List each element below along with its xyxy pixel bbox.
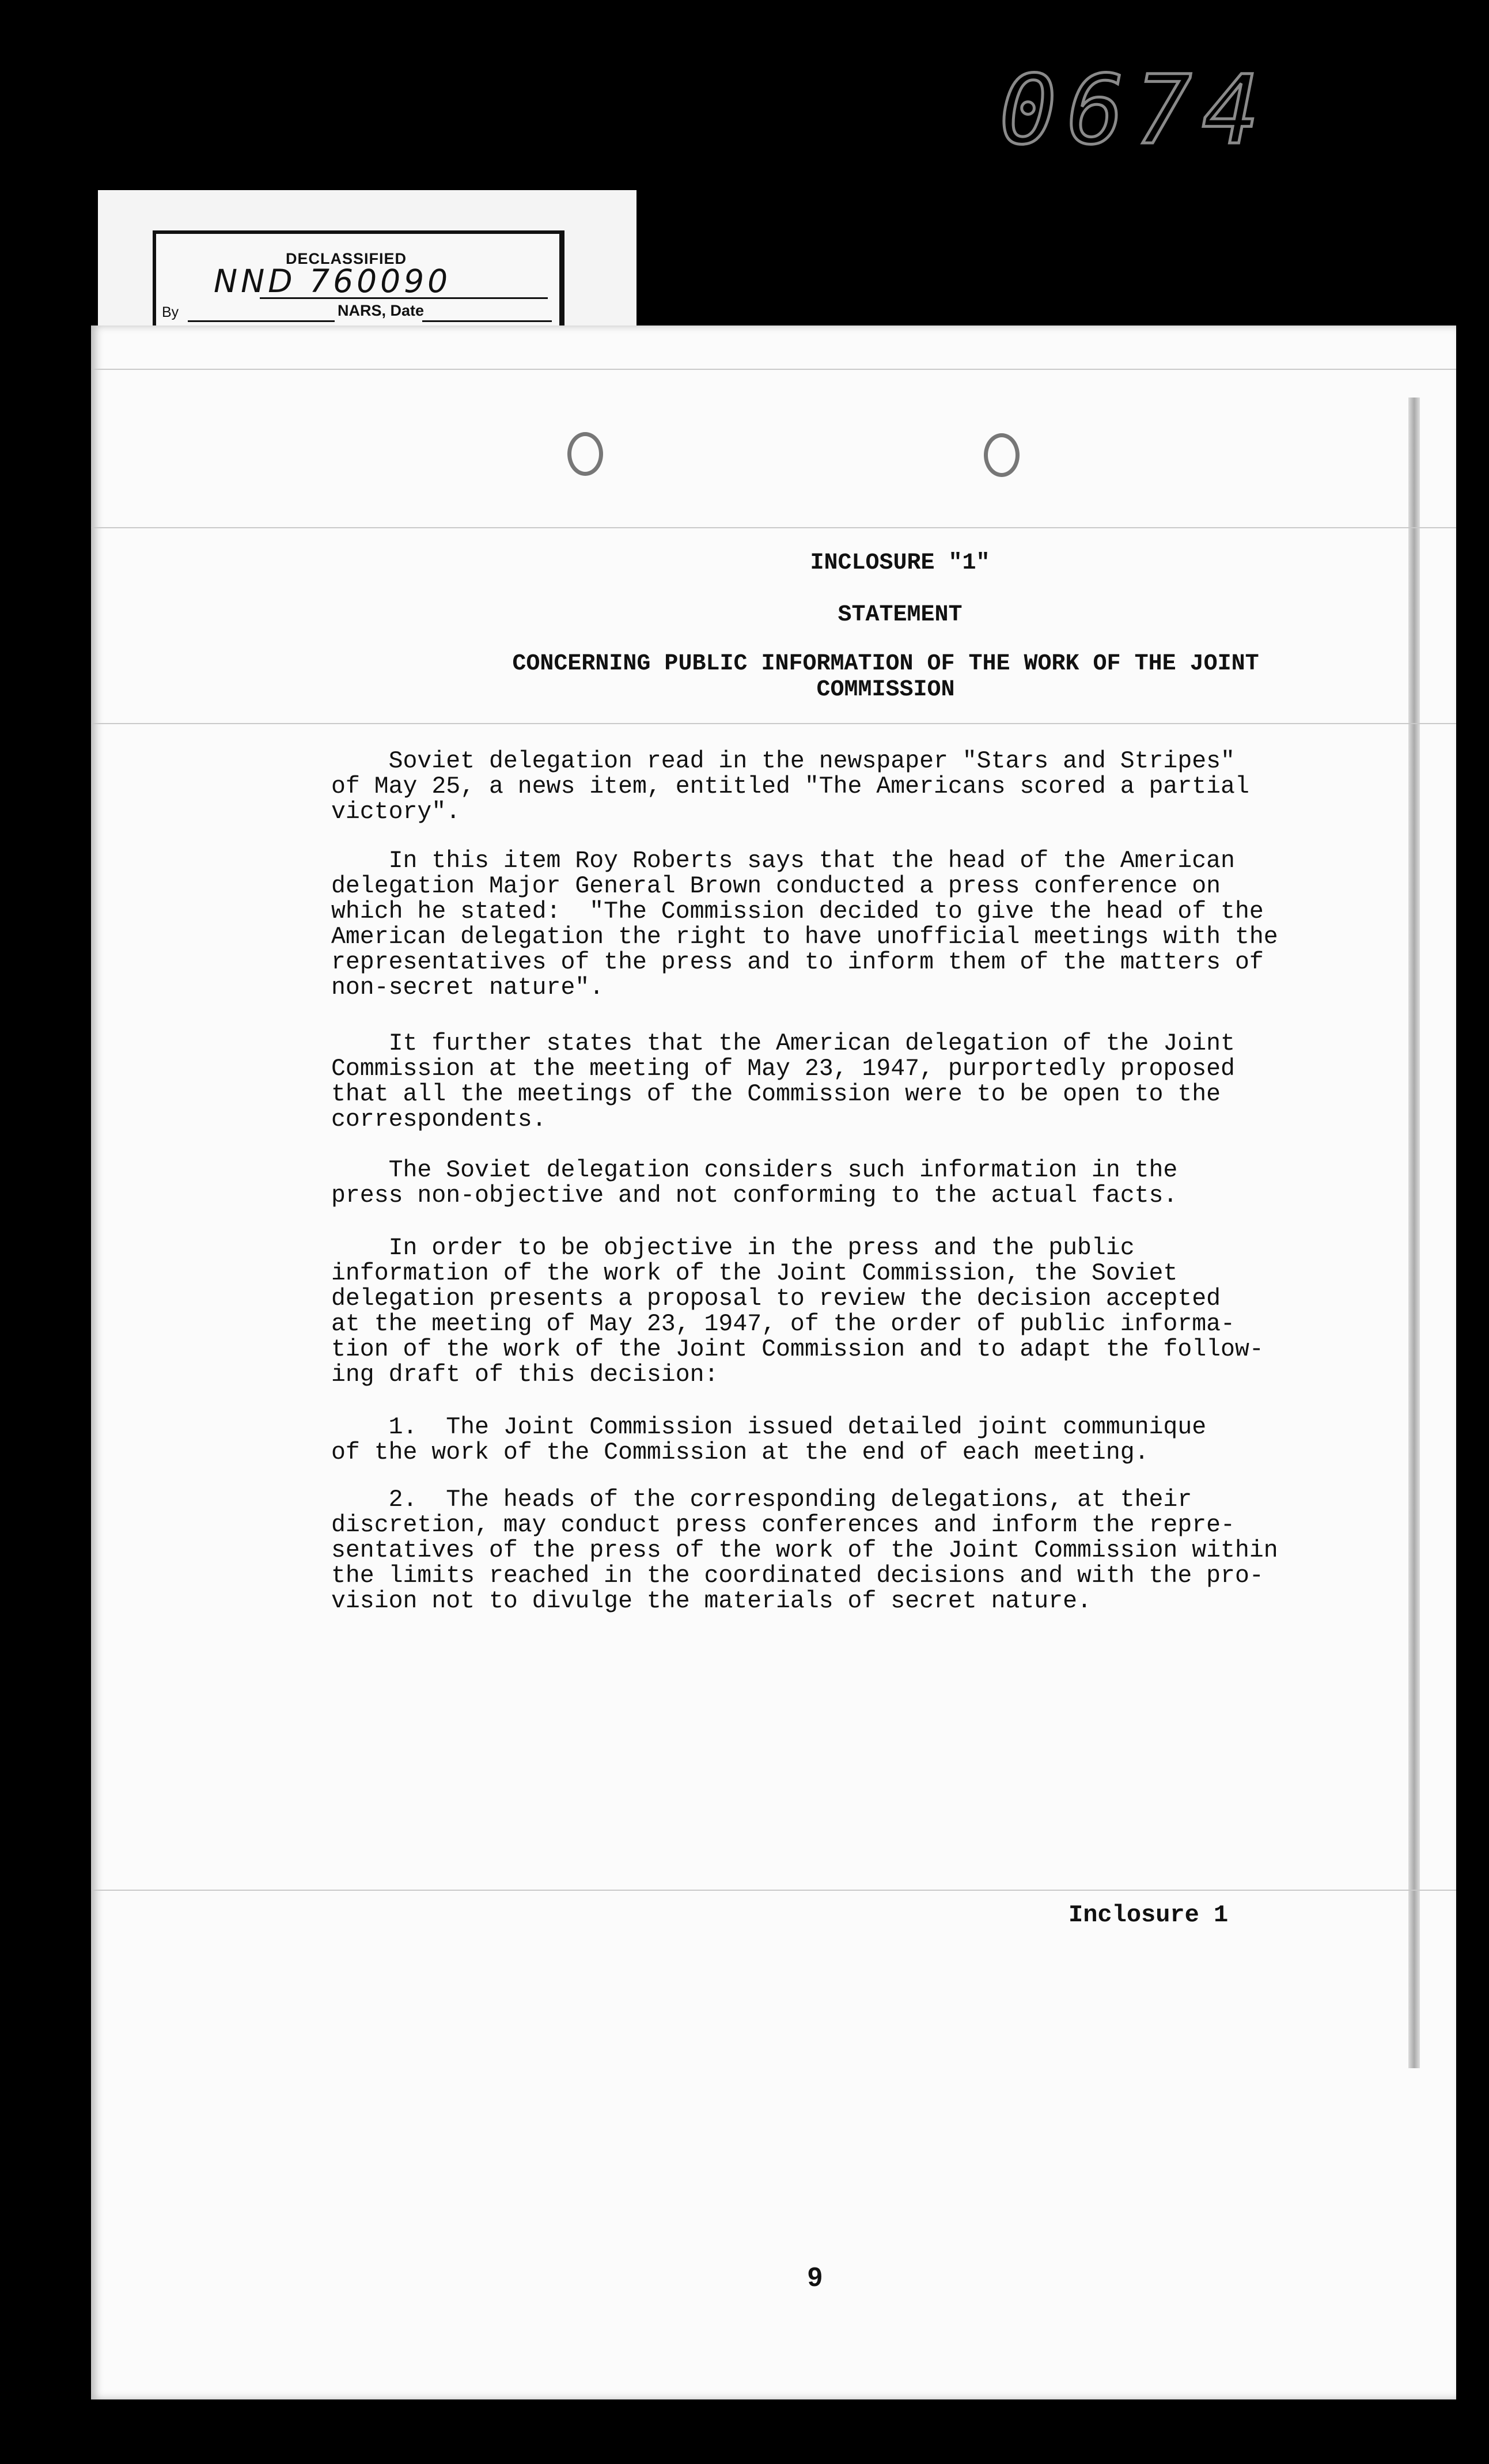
page-number: 9: [808, 2262, 823, 2292]
punch-hole-right: [984, 433, 1020, 477]
stamp-authority-number: NND 760090: [214, 263, 452, 300]
footer-inclosure-label: Inclosure 1: [1069, 1901, 1229, 1929]
declassification-stamp: [153, 230, 564, 334]
stamp-authority-line: [260, 297, 548, 299]
paragraph-point-2: 2. The heads of the corresponding delegations, at their discretion, may conduct press conferences and inform the repre- sentatives of the press of the work of the Joint Commission within the limits reached in the coordinated decisions and with the pro- vision not to divulge the materials of secret nature.: [331, 1486, 1278, 1615]
punch-hole-left: [567, 432, 603, 476]
stamp-declassified-label: DECLASSIFIED: [286, 250, 407, 267]
stamp-by-line: [188, 320, 335, 322]
subject-heading: CONCERNING PUBLIC INFORMATION OF THE WORK OF THE JOINT COMMISSION: [512, 651, 1259, 703]
frame-number: 0674: [999, 55, 1270, 165]
paragraph-newspaper-report: Soviet delegation read in the newspaper "Stars and Stripes" of May 25, a news item, entitled "The Americans scored a partial victory".: [331, 748, 1249, 826]
stamp-date-line: [422, 320, 552, 322]
scan-line: [91, 1890, 1456, 1891]
paragraph-soviet-position: The Soviet delegation considers such information in the press non-objective and not conforming to the actual facts.: [331, 1157, 1178, 1209]
inclosure-heading: INCLOSURE "1": [810, 550, 990, 576]
scan-line: [91, 369, 1456, 370]
paragraph-open-meetings: It further states that the American delegation of the Joint Commission at the meeting of May 23, 1947, purportedly proposed that all the meetings of the Commission were to be open to the correspondents.: [331, 1030, 1235, 1133]
stamp-nars-date-label: NARS, Date: [338, 302, 425, 319]
paragraph-point-1: 1. The Joint Commission issued detailed joint communique of the work of the Commission at the end of each meeting.: [331, 1414, 1207, 1466]
paragraph-proposal: In order to be objective in the press and the public information of the work of the Joint Commission, the Soviet delegation presents a proposal to review the decision accepted at the meeting of May 23, 1947, of the order of public informa- tion of the work of the Joint Commission and to adapt the follow- ing draft of this decision:: [331, 1235, 1264, 1388]
page-edge-shadow: [1408, 398, 1420, 2068]
statement-heading: STATEMENT: [838, 602, 963, 628]
paragraph-press-conference: In this item Roy Roberts says that the head of the American delegation Major General Brown conducted a press conference on which he stated: "The Commission decided to give the head of the American delegation the right to have unofficial meetings with the representatives of the press and to inform them of the matters of non-secret nature".: [331, 847, 1278, 1001]
declassification-stamp-card: [98, 190, 636, 349]
stamp-by-label: By: [162, 304, 179, 320]
scan-line: [91, 723, 1456, 724]
scan-line: [91, 527, 1456, 528]
